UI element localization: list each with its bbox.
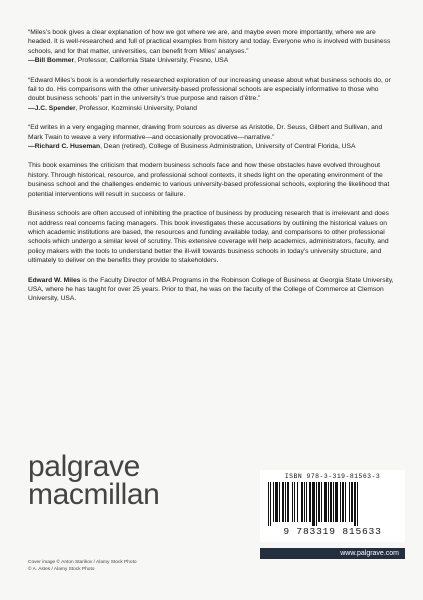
quote-affiliation: , Professor, Kozminski University, Poland xyxy=(75,104,197,112)
quote-attribution xyxy=(28,104,396,113)
barcode-bar xyxy=(294,482,295,522)
barcode-bar xyxy=(335,482,338,522)
quote-attribution xyxy=(28,142,396,151)
review-quote xyxy=(28,123,396,151)
barcode-bar xyxy=(275,482,278,522)
barcode-bar xyxy=(282,482,284,522)
barcode-bar xyxy=(342,482,344,522)
barcode-bar xyxy=(301,482,303,522)
barcode-bar xyxy=(306,482,307,522)
barcode-bar xyxy=(309,482,311,522)
barcode-bar xyxy=(292,482,293,522)
barcode-bar xyxy=(304,482,305,522)
publisher-logo-line2: macmillan xyxy=(28,478,160,511)
author-bio-text: is the Faculty Director of MBA Programs in the Robinson College of Business at Georgia State University, USA, where he has taught for over 25 years. Prior to that, he was on the faculty of the College of Commerce at Clemson University, USA. xyxy=(28,276,394,303)
isbn-label: ISBN 978-3-319-81563-3 xyxy=(284,473,381,480)
barcode-bar xyxy=(333,482,334,522)
barcode-bar xyxy=(328,482,329,522)
barcode-bar xyxy=(279,482,280,522)
review-quote xyxy=(28,28,396,66)
quote-author: —J.C. Spender xyxy=(28,104,76,112)
author-name: Edward W. Miles xyxy=(28,276,81,284)
barcode-bar xyxy=(349,482,350,522)
publisher-logo-line1: palgrave xyxy=(28,450,140,483)
quote-author: —Bill Bommer xyxy=(28,57,75,65)
quote-affiliation: , Dean (retired), College of Business Administration, University of Central Florida, USA xyxy=(100,143,356,151)
barcode-bar xyxy=(316,482,317,526)
barcode-bar xyxy=(354,482,356,526)
quote-text: “Edward Miles’s book is a wonderfully researched exploration of our increasing unease about what business schools do, or fail to do. His comparisons with the other university-based professional schools are especially informative to those who doubt business schools’ part in the university’s true purpose and raison d’être.” xyxy=(28,76,391,103)
quote-text: “Ed writes in a very engaging manner, drawing from sources as diverse as Aristotle, Dr. Seuss, Gilbert and Sullivan, and Mark Twain to weave a very informative—and occasionally provocative—narrative.” xyxy=(28,124,383,141)
isbn-barcode xyxy=(260,470,405,542)
cover-credit-line: Cover image © Anton Starikov / Alamy Stock Photo xyxy=(28,560,137,565)
quote-attribution xyxy=(28,56,396,65)
cover-credits xyxy=(28,559,228,573)
cover-credit-line: © A. Astes / Alamy Stock Photo xyxy=(28,567,95,572)
quote-author: —Richard C. Huseman xyxy=(28,143,101,151)
barcode-bar xyxy=(357,482,358,526)
barcode-bar xyxy=(324,482,327,522)
barcode-icon xyxy=(266,482,399,526)
author-bio xyxy=(28,276,396,304)
publisher-website[interactable]: www.palgrave.com xyxy=(260,548,405,559)
barcode-bar xyxy=(287,482,289,522)
review-quote xyxy=(28,76,396,114)
barcode-bar xyxy=(270,482,271,526)
cover-text xyxy=(28,28,396,314)
barcode-bar xyxy=(340,482,341,522)
barcode-bar xyxy=(312,482,315,526)
barcode-bar xyxy=(285,482,286,522)
barcode-number: 9 783319 815633 xyxy=(283,526,382,537)
barcode-bar xyxy=(351,482,353,522)
barcode-bar xyxy=(273,482,274,522)
quote-affiliation: , Professor, California State University, Fresno, USA xyxy=(74,57,229,65)
quote-text: “Miles’s book gives a clear explanation of how we got where we are, and maybe even more importantly, where we are headed. It is well-researched and full of practical examples from history and today. Everyone who is involved with business schools, and for that matter, universities, can benefit from Miles’ analyses.” xyxy=(28,29,391,55)
barcode-bar xyxy=(321,482,322,522)
publisher-logo xyxy=(28,452,159,510)
barcode-bar xyxy=(318,482,320,522)
barcode-bar xyxy=(345,482,346,522)
description-paragraph: Business schools are often accused of inhibiting the practice of business by producing research that is irrelevant and does not address real concerns facing managers. This book investigates these accusations by outlining the historical values on which academic institutions are based, the resources and funding available today, and comparisons to other professional schools which undergo a similar level of scrutiny. This extensive coverage will help academics, administrators, faculty, and policy makers with the tools to understand better the ill-will towards business schools in today’s university structure, and ultimately to deliver on the benefits they provide to stakeholders. xyxy=(28,210,389,265)
barcode-bar xyxy=(297,482,298,522)
barcode-bar xyxy=(330,482,332,522)
description-paragraph: This book examines the criticism that modern business schools face and how these obstacles have evolved throughout history. Through historical, resource, and professional school contexts, it sheds light on the operating environment of the business school and the challenges endemic to various university-based professional schools, exploring the likelihood that potential interventions will result in success or failure. xyxy=(28,162,390,198)
barcode-bar xyxy=(268,482,269,526)
